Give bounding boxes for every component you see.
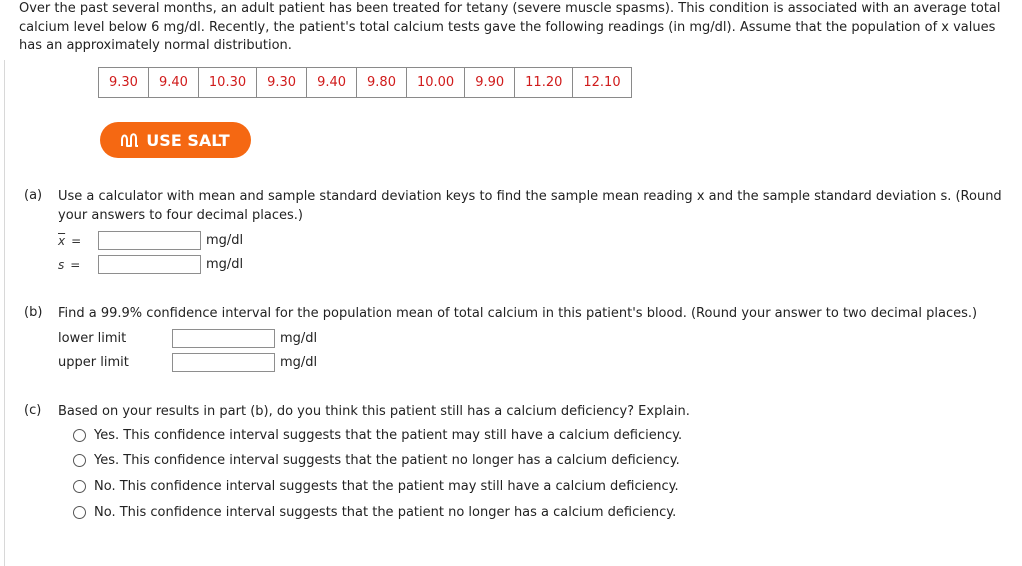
radio-button[interactable]: [73, 429, 86, 442]
upper-limit-label: upper limit: [58, 355, 129, 370]
reading-cell: 12.10: [573, 68, 631, 98]
option-yes-may-still[interactable]: [73, 428, 682, 443]
s-equals: =: [70, 257, 81, 272]
option-label: No. This confidence interval suggests that the patient no longer has a calcium deficiency.: [94, 505, 677, 520]
part-c-text: Based on your results in part (b), do you think this patient still has a calcium deficiency? Explain.: [58, 404, 690, 419]
readings-table-wrap: [98, 67, 632, 98]
option-label: No. This confidence interval suggests that the patient may still have a calcium deficiency.: [94, 479, 679, 494]
s-input[interactable]: [98, 255, 201, 274]
upper-limit-row: [58, 353, 317, 372]
reading-cell: 9.90: [465, 68, 515, 98]
lower-limit-label: lower limit: [58, 331, 127, 346]
left-border: [4, 60, 5, 566]
readings-row: [99, 68, 632, 98]
xbar-row: [58, 231, 243, 250]
option-label: Yes. This confidence interval suggests that the patient may still have a calcium deficiency.: [94, 428, 683, 443]
lower-limit-input[interactable]: [172, 329, 275, 348]
problem-intro: Over the past several months, an adult patient has been treated for tetany (severe muscle spasms). This condition is associated with an average total calcium level below 6 mg/dl. Recently, the patient's total calcium tests gave the following readings (in mg/dl). Assume that the population of x values has an approximately normal distribution.: [19, 1, 1001, 53]
radio-button[interactable]: [73, 480, 86, 493]
use-salt-button[interactable]: [100, 122, 251, 158]
reading-cell: 9.40: [148, 68, 198, 98]
s-unit: mg/dl: [206, 257, 244, 272]
part-a-label: (a): [24, 188, 43, 203]
reading-cell: 9.30: [99, 68, 149, 98]
xbar-equals: =: [71, 233, 82, 248]
option-label: Yes. This confidence interval suggests that the patient no longer has a calcium deficiency.: [94, 453, 680, 468]
s-row: [58, 255, 243, 274]
reading-cell: 11.20: [515, 68, 573, 98]
option-no-no-longer[interactable]: [73, 505, 676, 520]
radio-button[interactable]: [73, 506, 86, 519]
part-c-label: (c): [24, 403, 42, 418]
reading-cell: 10.00: [406, 68, 464, 98]
reading-cell: 9.40: [307, 68, 357, 98]
readings-table: [98, 67, 632, 98]
xbar-unit: mg/dl: [206, 233, 244, 248]
xbar-input[interactable]: [98, 231, 201, 250]
salt-icon: [121, 132, 139, 148]
lower-limit-row: [58, 329, 317, 348]
reading-cell: 9.80: [357, 68, 407, 98]
part-a-text: Use a calculator with mean and sample standard deviation keys to find the sample mean reading x and the sample standard deviation s. (Round your answers to four decimal places.): [58, 189, 1002, 223]
part-b-label: (b): [24, 305, 43, 320]
part-b-text: Find a 99.9% confidence interval for the population mean of total calcium in this patient's blood. (Round your answer to two decimal places.): [58, 306, 978, 321]
reading-cell: 9.30: [257, 68, 307, 98]
lower-limit-unit: mg/dl: [280, 331, 318, 346]
option-yes-no-longer[interactable]: [73, 453, 680, 468]
radio-button[interactable]: [73, 454, 86, 467]
option-no-may-still[interactable]: [73, 479, 679, 494]
upper-limit-input[interactable]: [172, 353, 275, 372]
xbar-symbol: $\overline{x}$: [58, 233, 66, 248]
use-salt-label: USE SALT: [146, 130, 230, 150]
upper-limit-unit: mg/dl: [280, 355, 318, 370]
s-symbol: s: [58, 257, 65, 272]
reading-cell: 10.30: [198, 68, 256, 98]
